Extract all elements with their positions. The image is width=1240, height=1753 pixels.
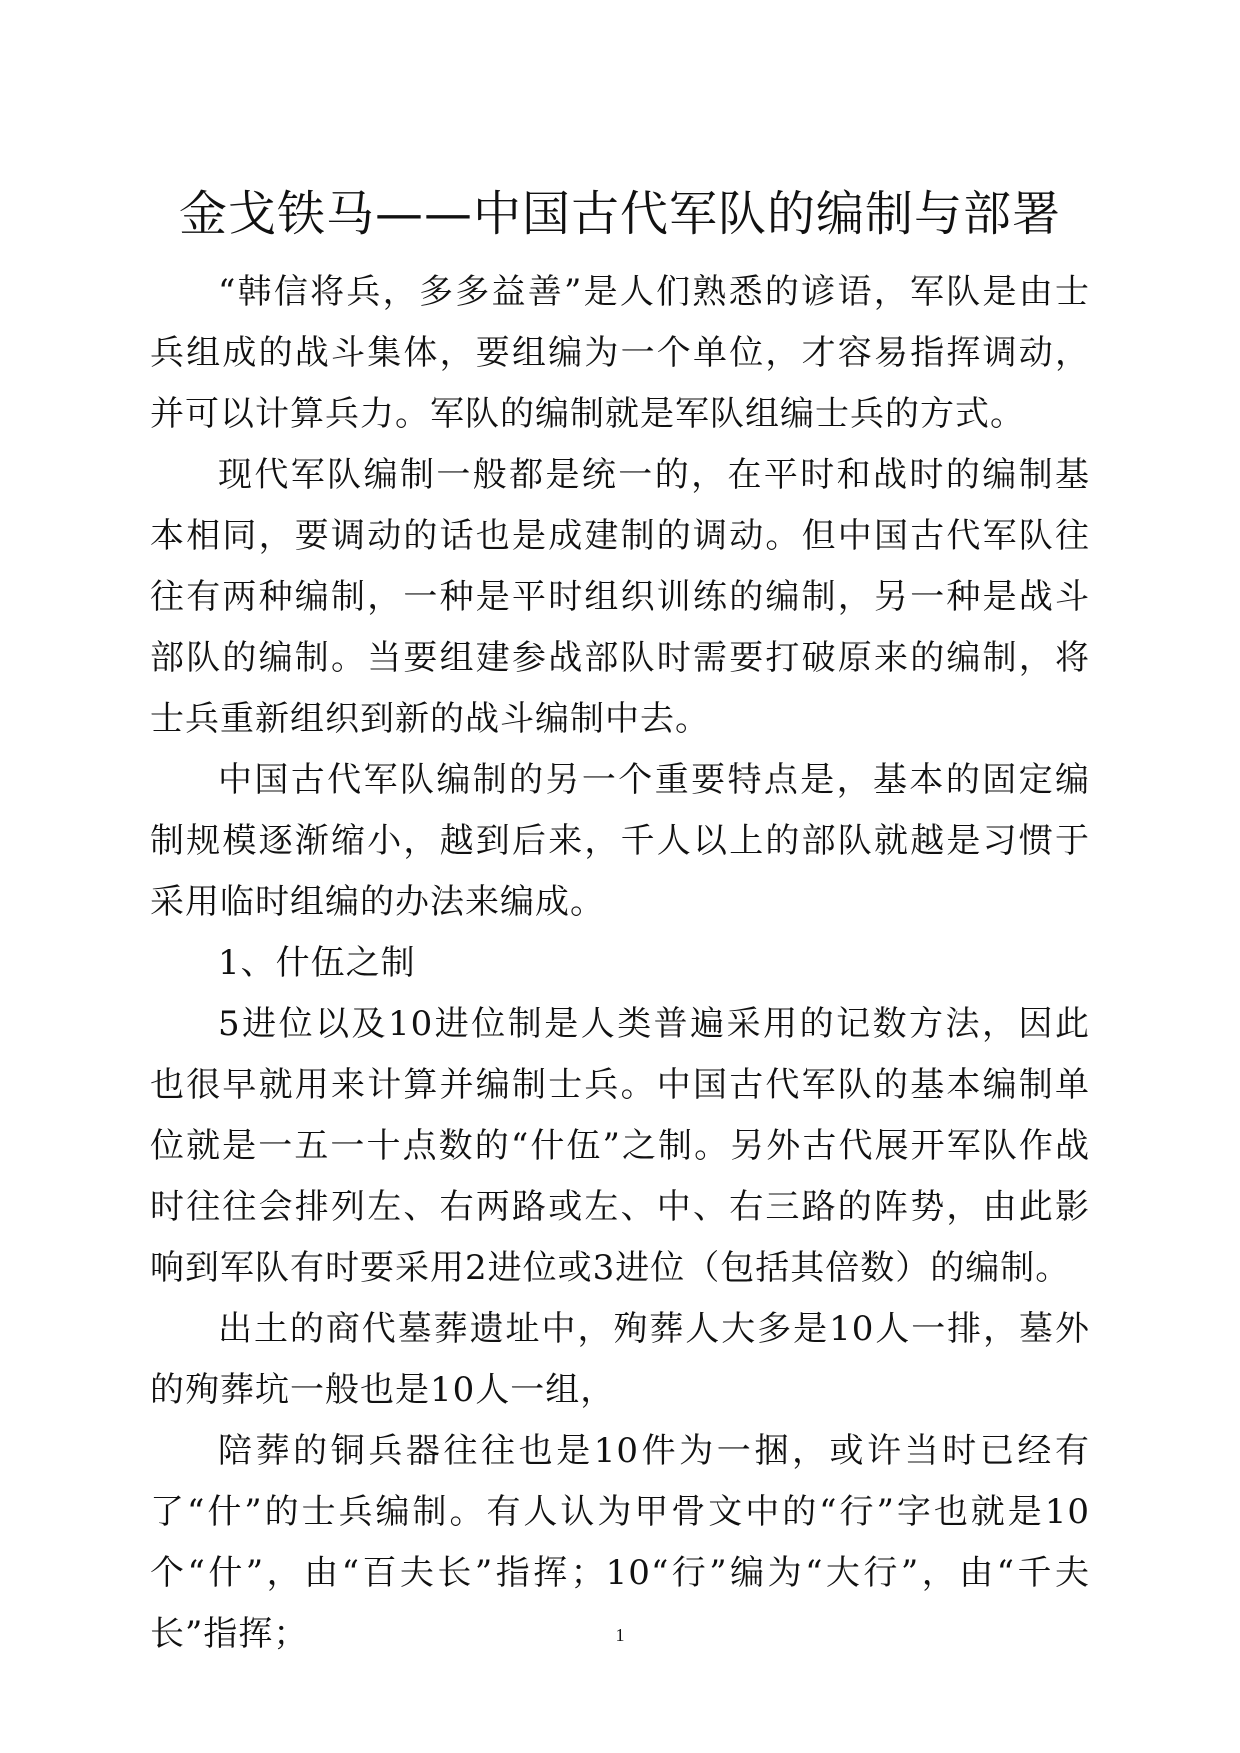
page-number: 1 <box>615 1625 625 1645</box>
paragraph: 中国古代军队编制的另一个重要特点是，基本的固定编制规模逐渐缩小，越到后来，千人以上的部队就越是习惯于采用临时组编的办法来编成。 <box>150 760 1090 922</box>
paragraph: 出土的商代墓葬遗址中，殉葬人大多是10人一排，墓外的殉葬坑一般也是10人一组， <box>150 1309 1090 1410</box>
document-body <box>150 262 1090 1665</box>
paragraph: 现代军队编制一般都是统一的，在平时和战时的编制基本相同，要调动的话也是成建制的调动。但中国古代军队往往有两种编制，一种是平时组织训练的编制，另一种是战斗部队的编制。当要组建参战部队时需要打破原来的编制，将士兵重新组织到新的战斗编制中去。 <box>150 455 1090 739</box>
paragraph: 5进位以及10进位制是人类普遍采用的记数方法，因此也很早就用来计算并编制士兵。中国古代军队的基本编制单位就是一五一十点数的“什伍”之制。另外古代展开军队作战时往往会排列左、右两路或左、中、右三路的阵势，由此影响到军队有时要采用2进位或3进位（包括其倍数）的编制。 <box>150 1004 1090 1288</box>
paragraph: “韩信将兵，多多益善”是人们熟悉的谚语，军队是由士兵组成的战斗集体，要组编为一个单位，才容易指挥调动，并可以计算兵力。军队的编制就是军队组编士兵的方式。 <box>150 272 1090 434</box>
document-title: 金戈铁马——中国古代军队的编制与部署 <box>178 186 1061 243</box>
section-heading: 1、什伍之制 <box>218 943 416 983</box>
paragraph: 陪葬的铜兵器往往也是10件为一捆，或许当时已经有了“什”的士兵编制。有人认为甲骨文中的“行”字也就是10个“什”，由“百夫长”指挥；10“行”编为“大行”，由“千夫长”指挥； <box>150 1431 1090 1654</box>
